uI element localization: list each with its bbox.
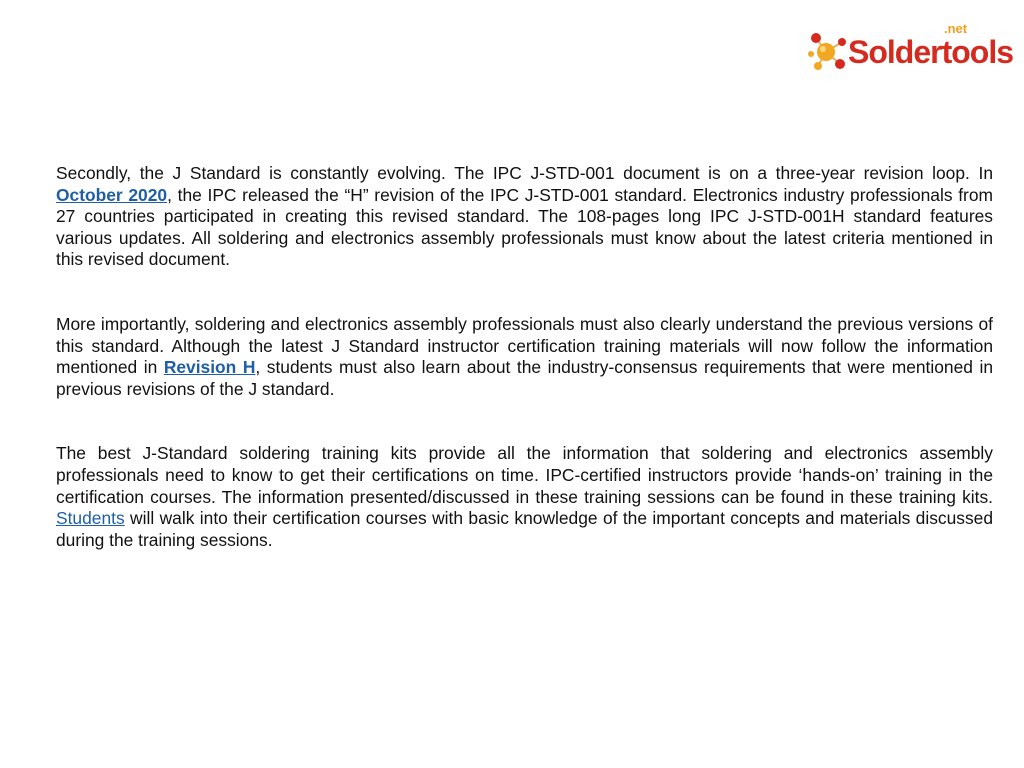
- paragraph-3: [56, 443, 993, 551]
- logo-wordmark: Soldertools: [848, 34, 1014, 70]
- paragraph-3-text-b: will walk into their certification courses with basic knowledge of the important concepts and materials discussed during the training sessions.: [56, 508, 993, 550]
- paragraph-1-text-b: , the IPC released the “H” revision of the IPC J-STD-001 standard. Electronics industry professionals from 27 countries participated in creating this revised standard. The 108-pages long IPC J-STD-001H standard features various updates. All soldering and electronics assembly professionals must know about the latest criteria mentioned in this revised document.: [56, 184, 993, 270]
- paragraph-1: [56, 163, 993, 271]
- paragraph-1-text-a: Secondly, the J Standard is constantly evolving. The IPC J-STD-001 document is on a three-year revision loop. In: [56, 163, 993, 183]
- article-body: [56, 163, 993, 551]
- soldertools-logo[interactable]: [808, 21, 1014, 78]
- revision-h-link[interactable]: Revision H: [163, 357, 256, 378]
- students-link[interactable]: Students: [56, 508, 125, 529]
- paragraph-2: [56, 314, 993, 400]
- paragraph-2-text-b: , students must also learn about the industry-consensus requirements that were mentioned in previous revisions of the J standard.: [56, 357, 993, 399]
- paragraph-2-text-a: More importantly, soldering and electronics assembly professionals must also clearly understand the previous versions of this standard. Although the latest J Standard instructor certification training materials will now follow the information mentioned in: [56, 313, 993, 378]
- paragraph-3-text-a: The best J-Standard soldering training kits provide all the information that soldering and electronics assembly professionals need to know to get their certifications on time. IPC-certified instructors provide ‘hands-on’ training in the certification courses. The information presented/discussed in these training sessions can be found in these training kits.: [56, 443, 993, 507]
- october-2020-link[interactable]: October 2020: [56, 184, 168, 205]
- molecule-logo-icon: [808, 28, 852, 72]
- logo-suffix: .net: [944, 21, 968, 36]
